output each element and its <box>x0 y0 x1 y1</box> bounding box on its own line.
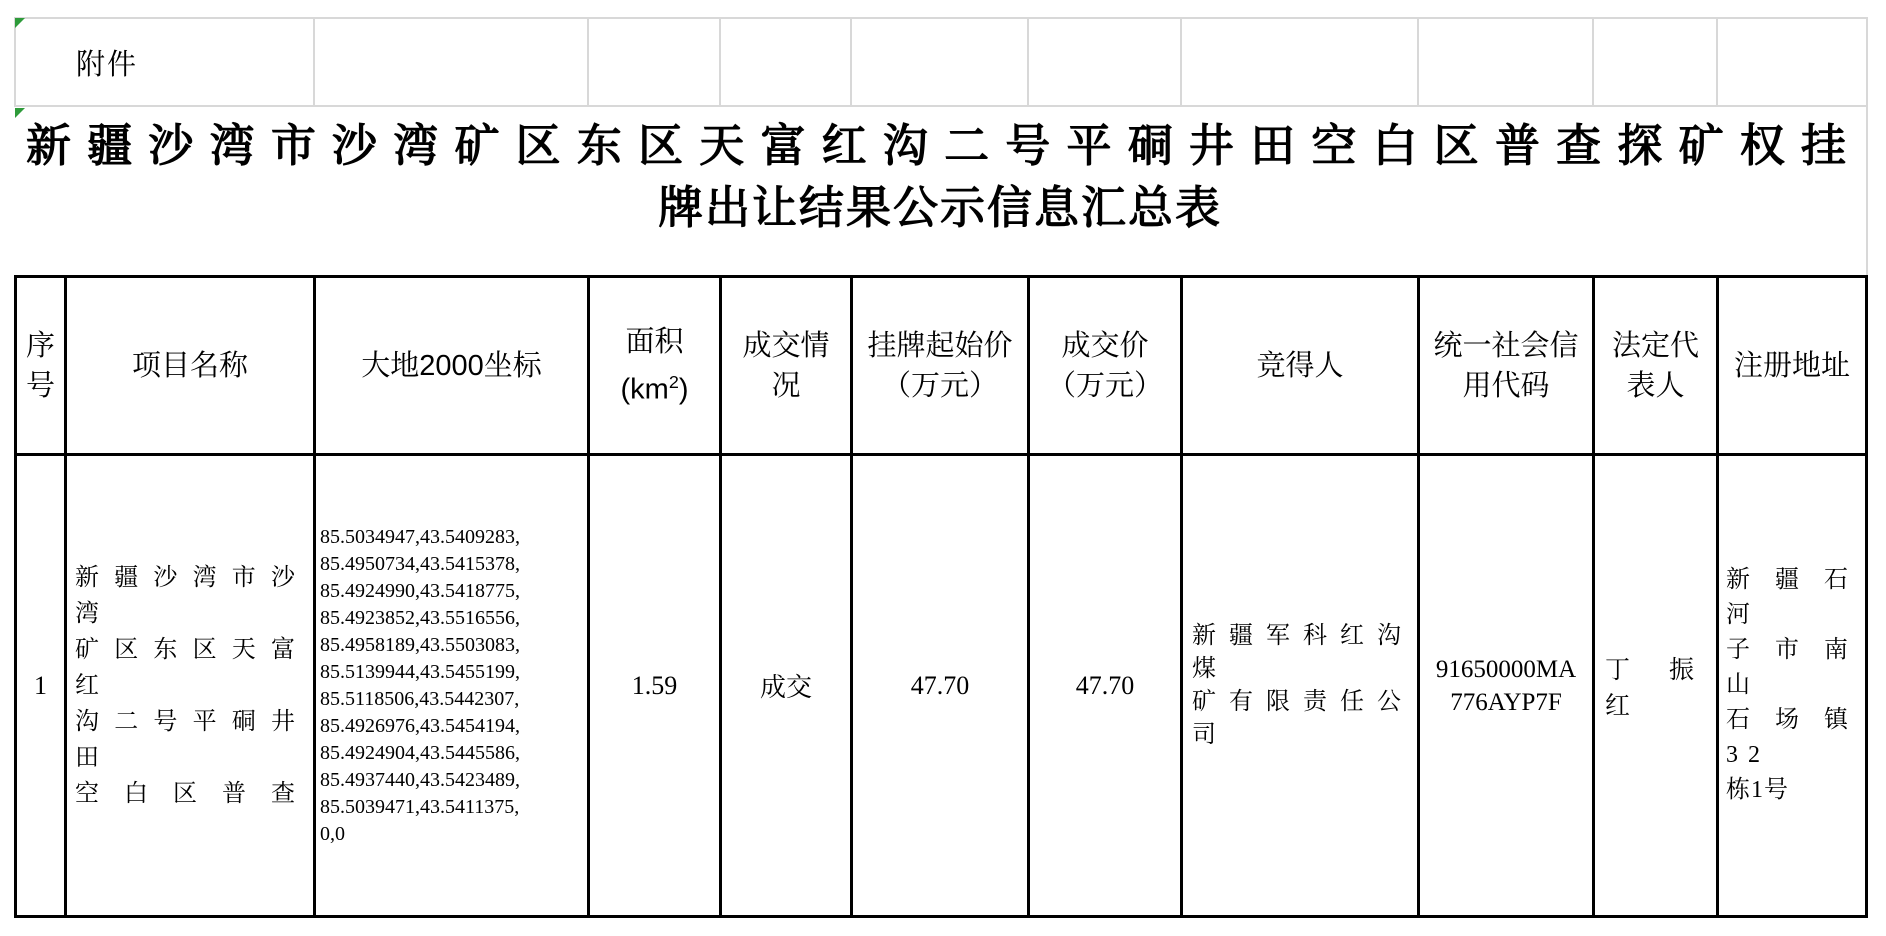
cell-text: 新疆军科红沟煤 <box>1192 622 1408 682</box>
header-text: 表人 <box>1626 369 1685 402</box>
gridline <box>587 19 589 105</box>
gridline <box>1592 19 1594 105</box>
header-cell-area[interactable] <box>590 278 722 456</box>
cell-deal-status[interactable] <box>722 456 853 915</box>
cell-winner[interactable] <box>1183 456 1420 915</box>
coordinate-line: 85.4950734,43.5415378, <box>320 552 520 575</box>
header-text: 用代码 <box>1462 369 1550 402</box>
sheet-title-line2: 牌出让结果公示信息汇总表 <box>657 182 1222 233</box>
coordinate-line: 85.4924904,43.5445586, <box>320 741 520 764</box>
header-cell-deal-price[interactable] <box>1030 278 1183 456</box>
header-text: 竞得人 <box>1256 349 1344 382</box>
header-text: 注册地址 <box>1733 349 1850 382</box>
header-text: $(km^2)$ <box>620 371 689 406</box>
cell-text: 1.59 <box>631 670 678 700</box>
header-text: 成交价 <box>1061 329 1149 362</box>
cell-text: 91650000MA <box>1435 655 1577 683</box>
cell-coordinates[interactable] <box>316 456 590 915</box>
coordinate-line: 85.4937440,43.5423489, <box>320 768 520 791</box>
header-cell-credit-code[interactable] <box>1420 278 1595 456</box>
cell-text: 丁振红 <box>1605 656 1706 720</box>
gridline <box>313 19 315 105</box>
cell-text: 矿区东区天富红 <box>75 636 305 699</box>
cell-text: 47.70 <box>910 670 970 700</box>
cell-text: 空白区普查 <box>75 780 305 807</box>
error-indicator-icon <box>15 18 25 28</box>
cell-address[interactable] <box>1719 456 1865 915</box>
gridline <box>719 19 721 105</box>
header-cell-index[interactable] <box>17 278 67 456</box>
header-text: （万元） <box>881 369 998 402</box>
gridline <box>1417 19 1419 105</box>
header-cell-deal-status[interactable] <box>722 278 853 456</box>
cell-start-price[interactable] <box>853 456 1030 915</box>
gridline <box>1180 19 1182 105</box>
header-cell-legal-rep[interactable] <box>1595 278 1719 456</box>
sheet-title-line1: 新疆沙湾市沙湾矿区东区天富红沟二号平硐井田空白区普查探矿权挂 <box>26 120 1854 171</box>
header-text: （万元） <box>1046 369 1163 402</box>
coordinate-line: 85.5039471,43.5411375, <box>320 795 520 818</box>
header-text: 况 <box>771 369 801 402</box>
cell-legal-rep[interactable] <box>1595 456 1719 915</box>
cell-text: 沟二号平硐井田 <box>75 708 305 771</box>
header-text: 法定代 <box>1611 329 1699 362</box>
gridline <box>850 19 852 105</box>
coordinate-line: 85.4958189,43.5503083, <box>320 633 520 656</box>
cell-text: 栋1号 <box>1726 777 1789 803</box>
header-cell-address[interactable] <box>1719 278 1865 456</box>
header-text: 大地2000坐标 <box>361 349 542 382</box>
cell-text: 石场镇32 <box>1726 707 1858 768</box>
header-text: 挂牌起始价 <box>867 329 1013 362</box>
cell-index[interactable] <box>17 456 67 915</box>
cell-text: 776AYP7F <box>1450 688 1562 716</box>
header-cell-start-price[interactable] <box>853 278 1030 456</box>
coordinate-line: 85.5118506,43.5442307, <box>320 687 520 710</box>
cell-text: 1 <box>34 670 47 700</box>
coordinate-line: 85.5034947,43.5409283, <box>320 525 520 548</box>
cell-text: 子市南山 <box>1726 637 1858 698</box>
error-indicator-icon <box>15 108 25 118</box>
header-text: 序 <box>25 329 55 362</box>
cell-text: 新疆石河 <box>1726 567 1858 628</box>
header-text: 成交情 <box>742 329 830 362</box>
cell-text: 47.70 <box>1075 670 1135 700</box>
cell-area[interactable] <box>590 456 722 915</box>
gridline <box>1716 19 1718 105</box>
header-cell-winner[interactable] <box>1183 278 1420 456</box>
header-cell-coordinates[interactable] <box>316 278 590 456</box>
coordinate-line: 85.4926976,43.5454194, <box>320 714 520 737</box>
header-text: 项目名称 <box>131 349 248 382</box>
attachment-row <box>14 17 1868 107</box>
cell-deal-price[interactable] <box>1030 456 1183 915</box>
header-text: 统一社会信 <box>1433 329 1579 362</box>
header-text: 面积 <box>625 325 684 358</box>
cell-project-name[interactable] <box>67 456 316 915</box>
coordinate-line: 85.4923852,43.5516556, <box>320 606 520 629</box>
attachment-cell[interactable] <box>76 19 138 105</box>
gridline <box>1027 19 1029 105</box>
coordinate-line: 85.5139944,43.5455199, <box>320 660 520 683</box>
header-cell-project-name[interactable] <box>67 278 316 456</box>
cell-text: 新疆沙湾市沙湾 <box>75 564 305 627</box>
summary-table <box>14 275 1868 918</box>
cell-credit-code[interactable] <box>1420 456 1595 915</box>
sheet-title-cell[interactable] <box>14 107 1868 275</box>
header-text: 号 <box>25 369 55 402</box>
coordinate-line: 0,0 <box>320 822 345 845</box>
cell-text: 矿有限责任公司 <box>1192 688 1408 748</box>
coordinate-line: 85.4924990,43.5418775, <box>320 579 520 602</box>
attachment-label: 附件 <box>76 48 139 81</box>
cell-text: 成交 <box>759 673 812 702</box>
